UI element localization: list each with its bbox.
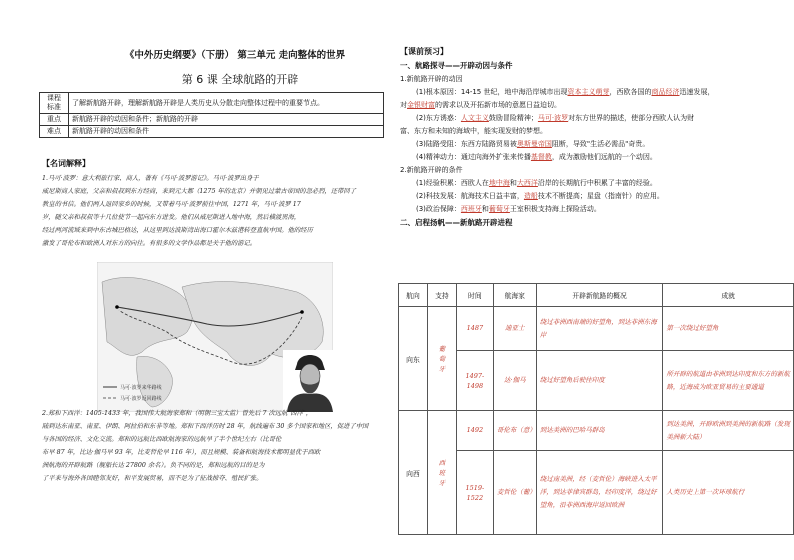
motive-1: (1)根本原因：14-15 世纪，地中海沿岸城市出现资本主义萌芽，西欧各国的商品经济迅速发展，	[416, 88, 715, 96]
marco-polo-paragraph: 1.马可·波罗：意大利旅行家、商人，著有《马可·波罗游记》。马可·波罗出身于 威尼斯商人家庭，父亲和叔叔到东方经商，来到元大都（1275 年的北京）并朝见过蒙古帝国的忽必烈，还带回了 教皇的书信。他们两人返回家乡的时候，又带着马可·波罗前往中国，1271 年，马可·波罗 17 岁，随父亲和叔叔等十几位使节一起向东方进发。他们从威尼斯进入地中海，然后横渡黑海， 经过两河流域来到中东古城巴格达，从这里到达波斯湾出海口霍尔木兹港转登直航中国。他的经历 激发了哥伦布和欧洲人对东方的向往。有很多的文学作品都是关于他的游记。	[42, 175, 356, 247]
motive-1-cont: 对金银财富的需求以及开拓新市场的意愿日益迫切。	[400, 101, 561, 109]
support-portugal: 葡 萄 牙	[427, 307, 456, 411]
direction-east: 向东	[399, 307, 428, 411]
motive-4: (4)精神动力：通过向海外扩张来传播基督教，成为激励他们远航的一个动因。	[416, 153, 657, 161]
condition-3: (3)政治保障：西班牙和葡萄牙王室积极支持海上探险活动。	[416, 205, 601, 213]
part1-heading: 一、航路探寻——开辟动因与条件	[400, 61, 513, 70]
key-label: 重点	[40, 114, 69, 126]
col-route: 开辟新航路的概况	[536, 284, 663, 307]
part2-heading: 二、启程扬帆——新航路开辟进程	[400, 218, 513, 227]
preview-heading: 【课前预习】	[400, 47, 448, 56]
achievement-cell: 第一次绕过好望角	[663, 307, 794, 351]
col-navigator: 航海家	[493, 284, 536, 307]
navigator-cell: 达·伽马	[493, 351, 536, 411]
route-cell: 到达美洲的巴哈马群岛	[536, 411, 663, 451]
preview-body	[400, 73, 760, 229]
support-spain: 西 班 牙	[427, 411, 456, 535]
route-cell: 绕过好望角后驶往印度	[536, 351, 663, 411]
route-cell: 绕过南美洲，经（麦哲伦）海峡进入太平洋，到达菲律宾群岛，经印度洋，绕过好望角，沿非洲西海岸返回欧洲	[536, 451, 663, 535]
motive-2: (2)东方诱惑：人文主义鼓励冒险精神；马可·波罗对东方世界的描述，使部分西欧人认为财	[416, 114, 695, 122]
lesson-title: 第 6 课 全球航路的开辟	[181, 73, 299, 86]
names-heading: 【名词解释】	[42, 159, 90, 168]
motives-heading: 1.新航路开辟的动因	[400, 75, 463, 83]
conditions-heading: 2.新航路开辟的条件	[400, 166, 463, 174]
time-cell: 1519- 1522	[456, 451, 493, 535]
difficulty-text: 新航路开辟的动因和条件	[69, 126, 384, 138]
achievement-cell: 所开辟的航道由非洲到达印度和东方的新航路，近海成为欧亚贸易的主要通道	[663, 351, 794, 411]
table-row	[399, 351, 794, 411]
table-row	[399, 411, 794, 451]
time-cell: 1497- 1498	[456, 351, 493, 411]
table-header-row	[399, 284, 794, 307]
achievement-cell: 人类历史上第一次环球航行	[663, 451, 794, 535]
navigator-cell: 麦哲伦（葡）	[493, 451, 536, 535]
col-achievement: 成就	[663, 284, 794, 307]
table-row	[399, 451, 794, 535]
navigator-cell: 迪亚士	[493, 307, 536, 351]
motive-3: (3)陆路受阻：东西方陆路贸易被奥斯曼帝国阻断，导致"生活必需品"奇贵。	[416, 140, 650, 148]
voyages-table	[398, 283, 794, 535]
condition-1: (1)经验积累：西欧人在地中海和大西洋沿岸的长期航行中积累了丰富的经验。	[416, 179, 657, 187]
table-row	[399, 307, 794, 351]
condition-2: (2)科技发展：航海技术日益丰富，造船技术不断提高；星盘（指南针）的应用。	[416, 192, 664, 200]
key-text: 新航路开辟的动因和条件；新航路的开辟	[69, 114, 384, 126]
route-cell: 绕过非洲西南端的好望角，到达非洲东海岸	[536, 307, 663, 351]
motive-2-cont: 富、东方和未知的海域中，能实现发财的梦想。	[400, 127, 547, 135]
objectives-table	[39, 92, 384, 138]
col-time: 时间	[456, 284, 493, 307]
navigator-cell: 哥伦布（意）	[493, 411, 536, 451]
standard-label: 课程 标准	[40, 93, 69, 114]
zheng-he-paragraph: 2.郑和下西洋：1405-1433 年，我国伟大航海家郑和（明朝三宝太监）曾先后 7 次远航"西洋"， 陆到达东南亚、南亚、伊朗、阿拉伯和东非等地。郑和下西洋历时 28 年，航线遍布 30 多个国家和地区，促进了中国 与各国的经济、文化交流。郑和的远航比西欧航海家的远航早了半个世纪左右（比哥伦 布早 87 年，比达·伽马早 93 年，比麦哲伦早 116 年），而且规模、装备和航海技术都明显优于西欧 洲航海的开辟航路（舰船长达 27800 余名）。负不同的是，郑和远航的目的是为 了平来与海外各国睦邻友好，和平发展贸易，而不是为了征战掠夺、殖民扩张。	[42, 410, 369, 482]
map-legend-outbound: 马可·波罗来华路线	[120, 385, 162, 391]
col-support: 支持	[427, 284, 456, 307]
marco-polo-portrait	[283, 350, 337, 412]
standard-text: 了解新航路开辟，理解新航路开辟是人类历史从分散走向整体过程中的重要节点。	[69, 93, 384, 114]
time-cell: 1492	[456, 411, 493, 451]
map-legend-return: 马可·波罗返回路线	[120, 396, 162, 402]
difficulty-label: 难点	[40, 126, 69, 138]
direction-west: 向西	[399, 411, 428, 535]
document-title: 《中外历史纲要》（下册） 第三单元 走向整体的世界	[124, 50, 346, 61]
col-direction: 航向	[399, 284, 428, 307]
achievement-cell: 到达美洲，开辟欧洲到美洲的新航路（发现美洲新大陆）	[663, 411, 794, 451]
time-cell: 1487	[456, 307, 493, 351]
